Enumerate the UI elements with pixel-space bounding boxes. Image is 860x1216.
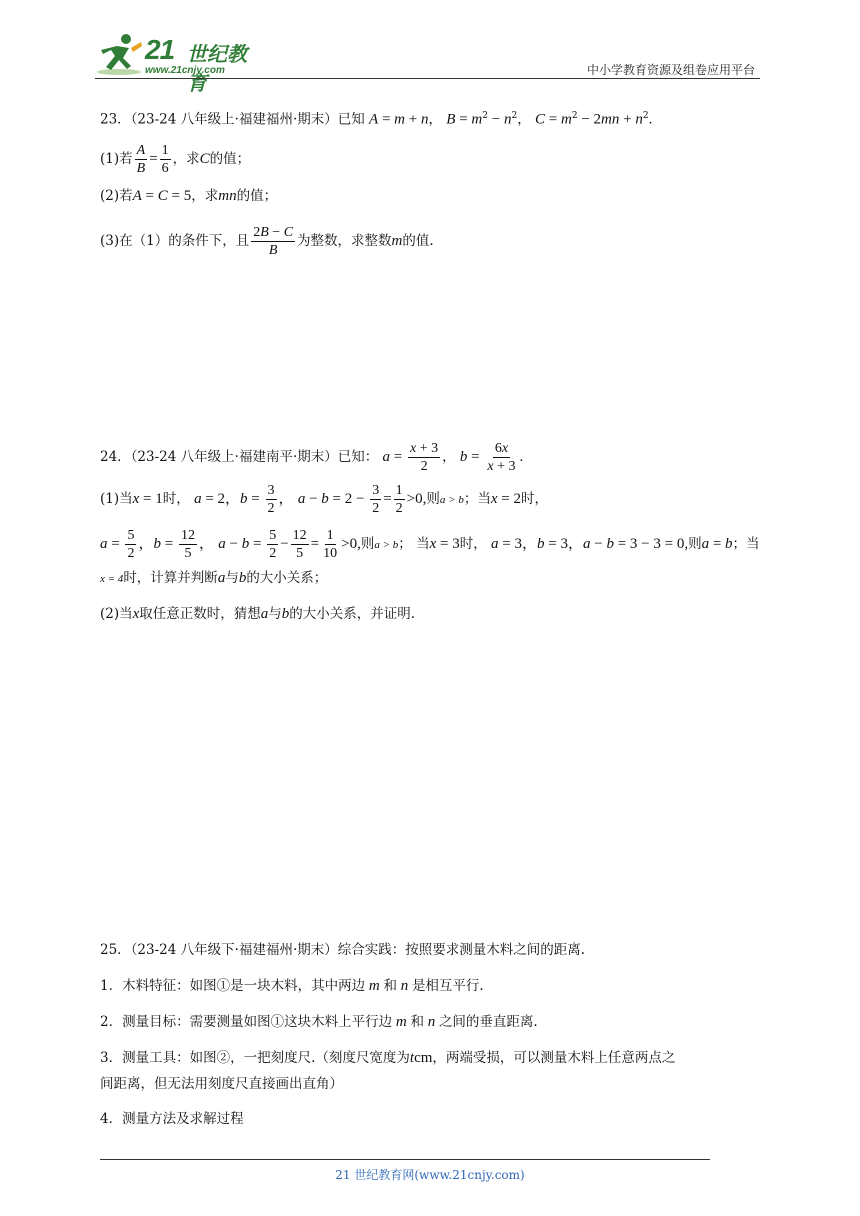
header-divider <box>95 78 760 79</box>
q23-part2: (2)若A = C = 5，求mn的值； <box>100 188 278 204</box>
q24-part1-line2: a = $\frac{5}{2}$ ，b = $\frac{12}{5}$ ， a − b = $\frac{5}{2}$ − $\frac{12}{5}$ = $\frac{1}{10}$ >0,则a > b； 当x = 3时， a = 3，b = 3，a − b = 3 − 3 = 0,则a = b；当 <box>100 528 760 561</box>
logo-url: www.21cnjy.com <box>145 65 225 76</box>
logo-text: 世纪教育 <box>187 42 247 95</box>
logo-number: 21 <box>145 34 175 65</box>
q24-stem: 24．（23-24 八年级上·福建南平·期末）已知： a = $\frac{x + 3}{2}$ ， b = $\frac{6x}{x + 3}$ . <box>100 441 524 474</box>
q23-part1: (1)若 $\frac{A}{B}$ = $\frac{1}{6}$ ，求C的值； <box>100 143 251 176</box>
footer-text[interactable]: 21 世纪教育网(www.21cnjy.com) <box>335 1168 525 1182</box>
q24-part1-line1: (1)当x = 1时， a = 2，b = $\frac{3}{2}$ ， a − b = 2 − $\frac{3}{2}$ = $\frac{1}{2}$ >0,则a > b；当x = 2时， <box>100 483 548 516</box>
q23-part3: (3)在（1）的条件下，且 $\frac{2B - C}{B}$ 为整数，求整数m的值. <box>100 225 434 258</box>
q24-part2: (2)当x取任意正数时，猜想a与b的大小关系，并证明. <box>100 606 416 622</box>
q25-stem: 25．（23-24 八年级下·福建福州·期末）综合实践：按照要求测量木料之间的距离. <box>100 942 586 958</box>
q23-stem: 23．（23-24 八年级上·福建福州·期末）已知 A = m + n， $B = m^2 - n^2$， $C = m^2 - 2mn + n^2$. <box>100 111 653 128</box>
runner-icon <box>95 32 145 78</box>
q25-item1: 1．木料特征：如图①是一块木料，其中两边 m 和 n 是相互平行. <box>100 978 484 994</box>
q25-item3-cont: 间距离，但无法用刻度尺直接画出直角） <box>100 1076 343 1092</box>
q24-part1-line3: x = 4时，计算并判断a与b的大小关系； <box>100 570 328 586</box>
q25-item3: 3．测量工具：如图②，一把刻度尺.（刻度尺宽度为tcm，两端受损，可以测量木料上任意两点之 <box>100 1050 676 1066</box>
q25-item4: 4．测量方法及求解过程 <box>100 1111 244 1127</box>
site-logo <box>95 32 260 95</box>
footer-divider <box>100 1159 710 1160</box>
q25-item2: 2．测量目标：需要测量如图①这块木料上平行边 m 和 n 之间的垂直距离. <box>100 1014 538 1030</box>
platform-title: 中小学教育资源及组卷应用平台 <box>586 63 755 77</box>
